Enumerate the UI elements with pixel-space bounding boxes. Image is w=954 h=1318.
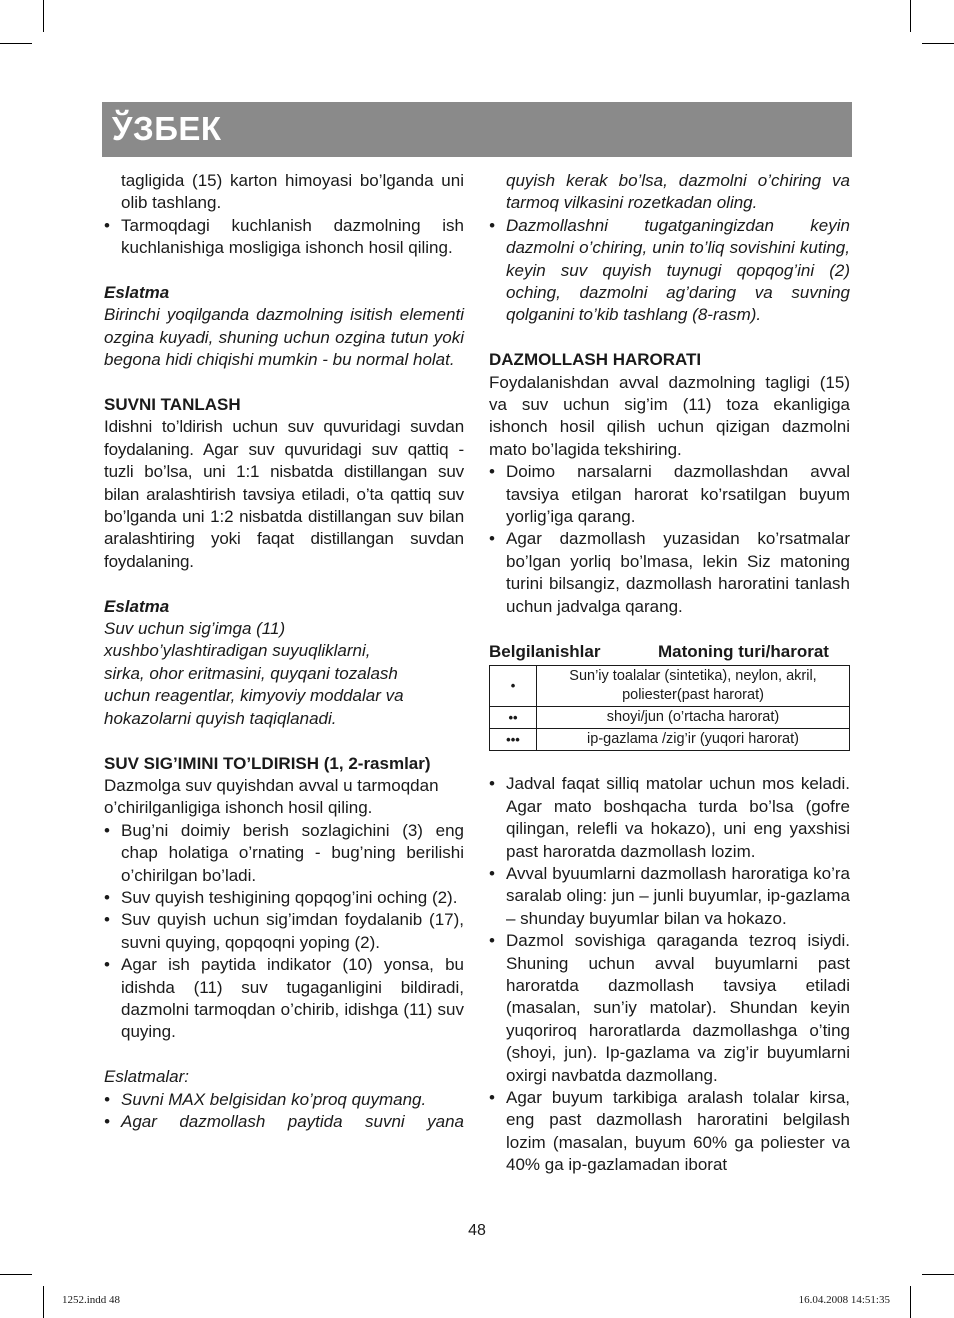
section-heading-temperature: DAZMOLLASH HARORATI [489,350,702,370]
crop-mark [922,1274,954,1275]
intro-paragraph: tagligida (15) karton himoyasi bo’lganda uni olib tashlang. [121,171,464,213]
table-cell-fabric: Sun’iy toalalar (sintetika), neylon, akril, poliester(past harorat) [537,665,850,706]
crop-mark [910,1286,911,1318]
list-item: • Suv quyish uchun sig’imdan foydalanib (17), suvni quying, qopqoqni yoping (2). [104,910,464,952]
note-title: Eslatma [104,596,170,616]
note-text: Birinchi yoqilganda dazmolning isitish elementi ozgina kuyadi, shuning uchun ozgina tutun yoki begona hidi chiqishi mumkin - bu normal holat. [104,305,464,370]
list-item: • Tarmoqdagi kuchlanish dazmolning ish kuchlanishiga mosligiga ishonch hosil qiling. [104,215,464,258]
language-title: ЎЗБЕК [112,110,222,147]
list-item: • Agar dazmollash yuzasidan ko’rsatmalar bo’lgan yorliq bo’lmasa, lekin Siz matoning turini bilsangiz, dazmollash haroratini tanlash uchun jadvalga qarang. [489,529,850,616]
finish-list [489,215,850,327]
table-cell-symbol: • [490,665,537,706]
note-text: Suv uchun sig’imga (11) xushbo’ylashtiradigan suyuqliklarni, sirka, ohor eritmasini, quyqani tozalash uchun reagentlar, kimyoviy moddalar va hokazolarni quyish taqiqlanadi. [104,619,404,728]
table-header-symbols: Belgilanishlar [489,641,601,661]
crop-mark [43,0,44,32]
table-cell-symbol: •• [490,706,537,728]
crop-mark [922,43,954,44]
crop-mark [0,1274,32,1275]
right-column [489,170,850,1177]
table-row [490,706,850,728]
table-cell-symbol: ••• [490,728,537,750]
list-item: • Suvni MAX belgisidan ko’proq quymang. [104,1089,427,1109]
water-paragraph: Idishni to’ldirish uchun suv quvuridagi suvdan foydalaning. Agar suv quvuridagi suv qattiq - tuzli bo’lsa, uni 1:1 nisbatda distillangan suv bilan aralashtirish tavsiya etiladi, o’ta qattiq suv bo’lganda uni 1:2 nisbatda distillangan suv bilan aralashtiring yoki faqat distillangan suvdan foydalaning. [104,417,464,571]
crop-mark [910,0,911,32]
temperature-list [489,461,850,618]
table-cell-fabric: shoyi/jun (o’rtacha harorat) [537,706,850,728]
list-item: • Doimo narsalarni dazmollashdan avval tavsiya etilgan harorat ko’rsatilgan buyum yorlig’iga qarang. [489,462,850,527]
list-item: • Agar ish paytida indikator (10) yonsa, bu idishda (11) suv tugaganligini bildiradi, dazmolni tarmoqdan o’chirib, idishga (11) suv quying. [104,955,464,1042]
language-header-bar [102,102,852,157]
list-item: • Agar buyum tarkibiga aralash tolalar kirsa, eng past dazmollash haroratini belgilash lozim (masalan, buyum 60% ga poliester va 40% ga ip-gazlamadan iborat [489,1087,850,1175]
list-item: • Agar dazmollash paytida suvni yana [104,1111,464,1131]
notes-title: Eslatmalar: [104,1067,190,1087]
left-column [104,170,464,1133]
table-row [490,665,850,706]
notes-list [104,1089,464,1134]
section-heading-fill: SUV SIG’IMINI TO’LDIRISH (1, 2-rasmlar) [104,753,431,773]
list-item: • Dazmol sovishiga qaraganda tezroq isiydi. Shuning uchun avval buyumlarni past haroratda dazmollash tavsiya etiladi (masalan, sun’iy matolar). Shundan keyin yuqoriroq haroratlarda dazmollashga o’ting (shoyi, jun). Ip-gazlama va zig’ir buyumlarni oxirgi navbatda dazmollang. [489,931,850,1085]
list-item: • Jadval faqat silliq matolar uchun mos keladi. Agar mato boshqacha turda bo’lsa (gofre qilingan, relefli va hokazo), uni eng yaxshisi past haroratda dazmollash lozim. [489,774,850,861]
temperature-paragraph: Foydalanishdan avval dazmolning tagligi (15) va suv uchun sig’im (11) toza ekanligiga ishonch hosil qilish uchun qizigan dazmolni mato bo’lagida tekshiring. [489,372,850,459]
list-item: • Dazmollashni tugatganingizdan keyin dazmolni o’chiring, unin to’liq sovishini kuting, keyin suv quyish tuynugi qopqog’ini (2) oching, dazmolni ag’daring va suvning qolganini to’kib tashlang (8-rasm). [489,215,850,325]
note-title: Eslatma [104,283,170,303]
fill-paragraph: Dazmolga suv quyishdan avval u tarmoqdan o’chirilganligiga ishonch hosil qiling. [104,775,439,818]
list-item: • Suv quyish teshigining qopqog’ini oching (2). [104,887,458,907]
continued-text: quyish kerak bo’lsa, dazmolni o’chiring va tarmoq vilkasini rozetkadan oling. [506,171,850,213]
ironing-tips-list [489,773,850,1176]
voltage-list [104,215,464,260]
table-header-fabric: Matoning turi/harorat [658,641,829,661]
print-date: 16.04.2008 14:51:35 [798,1294,890,1306]
table-cell-fabric: ip-gazlama /zig’ir (yuqori harorat) [537,728,850,750]
page-number: 48 [468,1222,486,1239]
table-header [489,641,850,663]
list-item: • Bug’ni doimiy berish sozlagichini (3) eng chap holatiga o’rnating - bug’ning berilishi o’chirilgan bo’ladi. [104,820,464,885]
crop-mark [43,1286,44,1318]
crop-mark [0,43,32,44]
file-info: 1252.indd 48 [62,1294,121,1306]
section-heading-water: SUVNI TANLASH [104,395,241,415]
table-row [490,728,850,750]
list-item: • Avval byuumlarni dazmollash haroratiga ko’ra saralab oling: jun – junli buyumlar, ip-gazlama – shunday buyumlar bilan va hokazo. [489,863,850,928]
temperature-table [489,665,850,751]
fill-list [104,820,464,1044]
